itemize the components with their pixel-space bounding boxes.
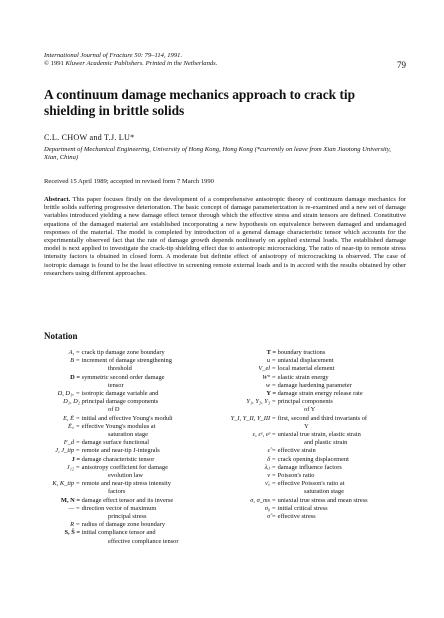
notation-symbol: Y_I, Y_II, Y_III = <box>230 414 276 422</box>
notation-definition: effective Young's modulus at <box>81 422 156 430</box>
notation-definition: damage effect tensor and its inverse <box>81 496 174 504</box>
notation-entry <box>44 447 214 455</box>
notation-definition: radius of damage zone boundary <box>81 521 166 529</box>
notation-symbol: W° = <box>262 373 276 381</box>
notation-entry <box>44 464 214 472</box>
notation-entry <box>44 374 214 382</box>
notation-definition-continued: of Y <box>304 406 316 414</box>
notation-definition: isotropic damage variable and <box>81 390 159 398</box>
notation-definition: symmetric second order damage <box>81 373 165 381</box>
notation-definition-continued: threshold <box>108 365 132 373</box>
notation-symbol: J, J_tip = <box>55 447 80 455</box>
notation-symbol: σ, σ_ms = <box>250 496 276 504</box>
notation-definition-continued: of D <box>108 406 120 414</box>
notation-symbol: ε̃ = <box>267 447 276 455</box>
journal-citation: International Journal of Fracture 50: 79–114, 1991. <box>44 52 183 59</box>
notation-symbol: λᵢⱼ = <box>264 463 276 471</box>
notation-entry <box>44 456 214 464</box>
notation-definition: damage characteristic tensor <box>81 455 155 463</box>
notation-definition-continued: saturation stage <box>304 488 344 496</box>
publisher-line <box>44 60 217 68</box>
notation-entry <box>228 447 408 455</box>
notation-definition: local material element <box>277 365 335 373</box>
notation-definition: crack tip damage zone boundary <box>81 349 165 356</box>
notation-symbol: Y = <box>266 390 276 398</box>
notation-symbol: u = <box>266 357 276 365</box>
notation-entry <box>44 529 214 537</box>
article-title: A continuum damage mechanics approach to crack tip shielding in brittle solids <box>44 87 356 118</box>
notation-symbol: ν = <box>267 472 276 480</box>
notation-left-column <box>44 349 214 546</box>
copyright: © 1991 <box>44 60 66 68</box>
notation-symbol: J = <box>71 455 80 463</box>
notation-symbol: M, N = <box>60 496 80 504</box>
notation-symbol: Y₁, Y₂, Y₃ = <box>246 398 276 406</box>
notation-definition: boundary tractions <box>277 349 326 356</box>
notation-definition: damage strain energy release rate <box>277 390 363 398</box>
notation-symbol: R = <box>70 521 80 529</box>
notation-symbol: S, Ŝ = <box>64 529 80 537</box>
notation-entry <box>44 505 214 513</box>
notation-symbol: K, K_tip = <box>52 480 80 488</box>
notation-definition-continued: saturation stage <box>108 431 148 439</box>
notation-entry <box>44 357 214 365</box>
notation-symbol: A, = <box>68 349 80 356</box>
notation-entry <box>228 415 408 423</box>
notation-entry <box>228 382 408 390</box>
notation-symbol: ε, εᵉ, εᵖ = <box>252 431 276 439</box>
notation-entry <box>44 390 214 398</box>
page-number: 79 <box>397 60 406 70</box>
notation-symbol: T = <box>266 349 276 356</box>
notation-definition: initial compliance tensor and <box>81 529 156 537</box>
notation-definition: effective Poisson's ratio at <box>277 480 345 488</box>
notation-symbol: D = <box>70 373 80 381</box>
notation-definition: principal damage components <box>81 398 159 406</box>
notation-definition-continued: and plastic strain <box>304 439 348 447</box>
notation-definition-continued: factors <box>108 488 126 496</box>
notation-definition-continued: evolution law <box>108 472 143 480</box>
notation-symbol: ν̄꜀ = <box>265 480 276 488</box>
notation-definition: remote and near-tip stress intensity <box>81 480 171 488</box>
notation-entry <box>228 374 408 382</box>
notation-definition: first, second and third invariants of <box>277 414 368 422</box>
notation-entry <box>228 365 408 373</box>
authors: C.L. CHOW and T.J. LU* <box>44 133 135 142</box>
notation-symbol: — = <box>68 504 80 512</box>
notation-definition: uniaxial true stress and mean stress <box>277 496 368 504</box>
journal-header <box>44 52 217 69</box>
notation-symbol: σ₀ = <box>264 504 276 512</box>
affiliation: Department of Mechanical Engineering, University of Hong Kong, Hong Kong (*currently on leave from Xian Jiaotong University, Xian, China) <box>44 146 391 162</box>
notation-symbol: E, Ē = <box>63 414 80 422</box>
abstract-text: This paper focuses firstly on the development of a comprehensive anisotropic theory of continuum damage mechanics for brittle solids suffering progressive deterioration. The basic concept of damage parameterization is re-examined and a new set of damage variables introduced yielding a new damage effect tensor through which the effective stress and strain tensors are defined. Constitutive equations of the damaged material are established incorporating a new hypothesis on equivalence between damaged and undamaged responses of the material. The model is completed by introduction of a general damage characteristic tensor which accounts for the experimentally observed fact that the rate of damage growth depends nonlinearly on applied external loads. The established damage model is next applied to investigate the crack-tip shielding effect due to anisotropic microcracking. The ratio of near-tip to remote stress intensity factors is obtained in closed form. A moderate but definite effect of anisotropy of microcracking is observed. The case of isotropic damage is found to be the least effective in screening remote external loads and is in accord with the results obtained by other researchers using different approaches. <box>44 196 407 277</box>
notation-definition: effective stress <box>277 513 316 521</box>
notation-entry <box>44 480 214 488</box>
notation-definition: direction vector of maximum <box>81 504 157 512</box>
abstract <box>44 196 406 278</box>
abstract-label: Abstract. <box>44 196 71 203</box>
notation-heading: Notation <box>44 331 78 341</box>
notation-definition-continued: principal stress <box>108 513 147 521</box>
notation-entry <box>228 472 408 480</box>
notation-entry <box>228 513 408 521</box>
notation-entry <box>228 464 408 472</box>
notation-entry <box>44 415 214 423</box>
notation-entry <box>228 505 408 513</box>
notation-entry <box>44 349 214 357</box>
notation-definition: principal components <box>277 398 333 406</box>
notation-symbol: w = <box>265 381 276 389</box>
notation-entry <box>228 480 408 488</box>
notation-symbol: J₁₂ = <box>66 463 80 471</box>
notation-definition: elastic strain energy <box>277 373 329 381</box>
notation-entry <box>228 431 408 439</box>
notation-definition-continued: tensor <box>108 381 124 389</box>
publisher: Kluwer Academic Publishers. Printed in the Netherlands. <box>65 60 218 68</box>
notation-definition: damage influence factors <box>277 463 342 471</box>
notation-definition: increment of damage strengthening <box>81 357 172 365</box>
notation-symbol: Ē꜀ = <box>67 422 80 430</box>
received-dates: Received 15 April 1989; accepted in revised form 7 March 1990 <box>44 178 214 185</box>
notation-definition-continued: effective compliance tensor <box>108 537 179 545</box>
notation-definition: uniaxial displacement <box>277 357 334 365</box>
notation-symbol: V_el = <box>258 365 276 373</box>
notation-definition: remote and near-tip J-integrals <box>81 447 160 455</box>
notation-definition: initial and effective Young's moduli <box>81 414 173 422</box>
notation-entry <box>228 390 408 398</box>
notation-definition: uniaxial true strain, elastic strain <box>277 431 361 439</box>
notation-right-column <box>228 349 408 521</box>
notation-symbol: B = <box>70 357 80 365</box>
notation-definition: anisotropy coefficient for damage <box>81 463 168 471</box>
notation-entry <box>228 349 408 357</box>
notation-entry <box>44 439 214 447</box>
notation-symbol: D, D₁ₓ = <box>57 390 80 398</box>
notation-symbol: D₁, D₂ <box>63 398 80 406</box>
notation-entry <box>44 423 214 431</box>
notation-symbol: σ̃ = <box>266 513 276 521</box>
notation-entry <box>228 357 408 365</box>
notation-entry <box>44 497 214 505</box>
notation-definition: crack opening displacement <box>277 455 349 463</box>
notation-entry <box>44 398 214 406</box>
notation-definition: initial critical stress <box>277 504 328 512</box>
notation-definition: damage hardening parameter <box>277 381 352 389</box>
notation-definition: Poisson's ratio <box>277 472 315 480</box>
notation-symbol: F_d = <box>63 439 80 447</box>
notation-symbol: δ = <box>267 455 276 463</box>
notation-definition: effective strain <box>277 447 316 455</box>
notation-entry <box>228 497 408 505</box>
notation-entry <box>228 398 408 406</box>
notation-definition: damage surface functional <box>81 439 150 447</box>
notation-entry <box>228 456 408 464</box>
notation-definition-continued: Y <box>304 422 309 430</box>
